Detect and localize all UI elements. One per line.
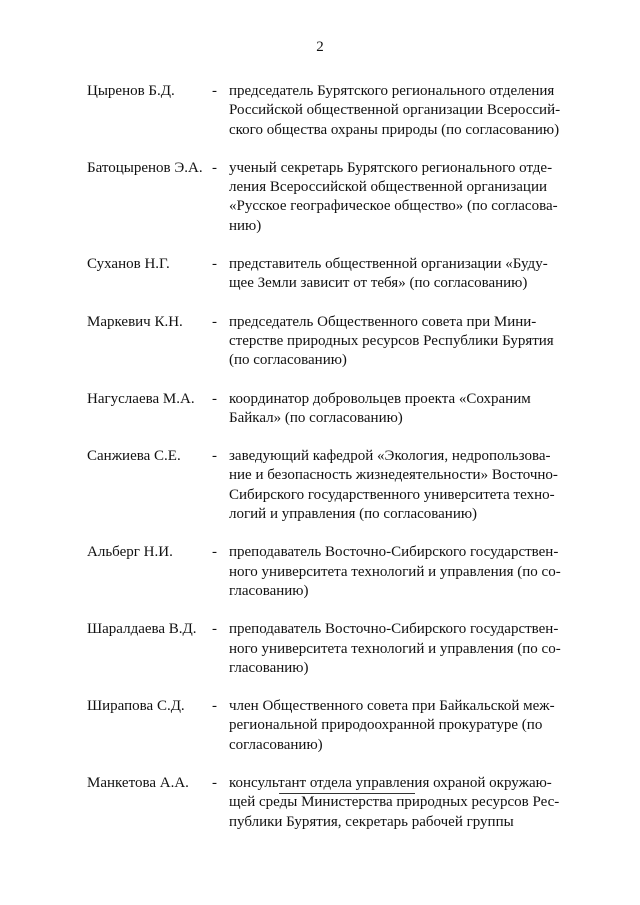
member-dash: - bbox=[212, 83, 217, 99]
member-role: координатор добровольцев проекта «Сохраним Байкал» (по согласованию) bbox=[229, 390, 531, 426]
member-dash: - bbox=[212, 159, 217, 176]
page-number: 2 bbox=[316, 39, 324, 55]
member-role: преподаватель Восточно-Сибирского государствен- ного университета технологий и управления (по со- гласованию) bbox=[229, 544, 561, 599]
member-role: консультант отдела управления охраной окружаю- щей среды Министерства природных ресурсов Рес- публики Бурятия, секретарь рабочей группы bbox=[229, 775, 560, 830]
member-dash: - bbox=[212, 313, 217, 330]
member-name: Шаралдаева В.Д. bbox=[87, 621, 197, 638]
member-entry bbox=[0, 543, 640, 601]
member-entry bbox=[0, 447, 640, 524]
member-name: Ширапова С.Д. bbox=[87, 698, 185, 715]
member-role: ученый секретарь Бурятского регионального отде- ления Всероссийской общественной организации «Русское географическое общество» (по согласова- нию) bbox=[229, 159, 558, 234]
member-name: Нагуслаева М.А. bbox=[87, 390, 195, 407]
member-name: Санжиева С.Е. bbox=[87, 448, 181, 465]
member-role: представитель общественной организации «Буду- щее Земли зависит от тебя» (по согласованию) bbox=[229, 256, 548, 292]
member-role: преподаватель Восточно-Сибирского государствен- ного университета технологий и управления (по со- гласованию) bbox=[229, 621, 561, 676]
member-dash: - bbox=[212, 448, 217, 465]
member-dash: - bbox=[212, 544, 217, 561]
member-dash: - bbox=[212, 390, 217, 407]
member-name: Маркевич К.Н. bbox=[87, 313, 183, 330]
member-dash: - bbox=[212, 256, 217, 273]
member-entry bbox=[0, 159, 640, 236]
member-role: председатель Бурятского регионального отделения Российской общественной организации Всероссий- ского общества охраны природы (по согласованию) bbox=[229, 83, 561, 138]
member-name: Манкетова А.А. bbox=[87, 775, 189, 792]
member-name: Альберг Н.И. bbox=[87, 544, 173, 561]
member-dash: - bbox=[212, 621, 217, 638]
member-name: Батоцыренов Э.А. bbox=[87, 159, 203, 176]
member-name: Суханов Н.Г. bbox=[87, 256, 170, 273]
member-entry bbox=[0, 697, 640, 755]
member-entry bbox=[0, 313, 640, 371]
member-role: заведующий кафедрой «Экология, недропользова- ние и безопасность жизнедеятельности» Восточно- Сибирского государственного университета техно- логий и управления (по согласованию) bbox=[229, 448, 558, 523]
member-dash: - bbox=[212, 698, 217, 715]
member-role: председатель Общественного совета при Мини- стерстве природных ресурсов Республики Бурятия (по согласованию) bbox=[229, 313, 554, 369]
member-role: член Общественного совета при Байкальской меж- региональной природоохранной прокуратуре (по согласованию) bbox=[229, 698, 555, 753]
member-name: Цыренов Б.Д. bbox=[87, 83, 175, 99]
member-entry bbox=[0, 620, 640, 678]
member-entry bbox=[0, 774, 640, 832]
member-list bbox=[0, 82, 640, 851]
member-entry bbox=[0, 255, 640, 294]
member-dash: - bbox=[212, 775, 217, 792]
member-entry bbox=[0, 82, 640, 140]
member-entry bbox=[0, 390, 640, 429]
end-divider bbox=[279, 793, 415, 794]
